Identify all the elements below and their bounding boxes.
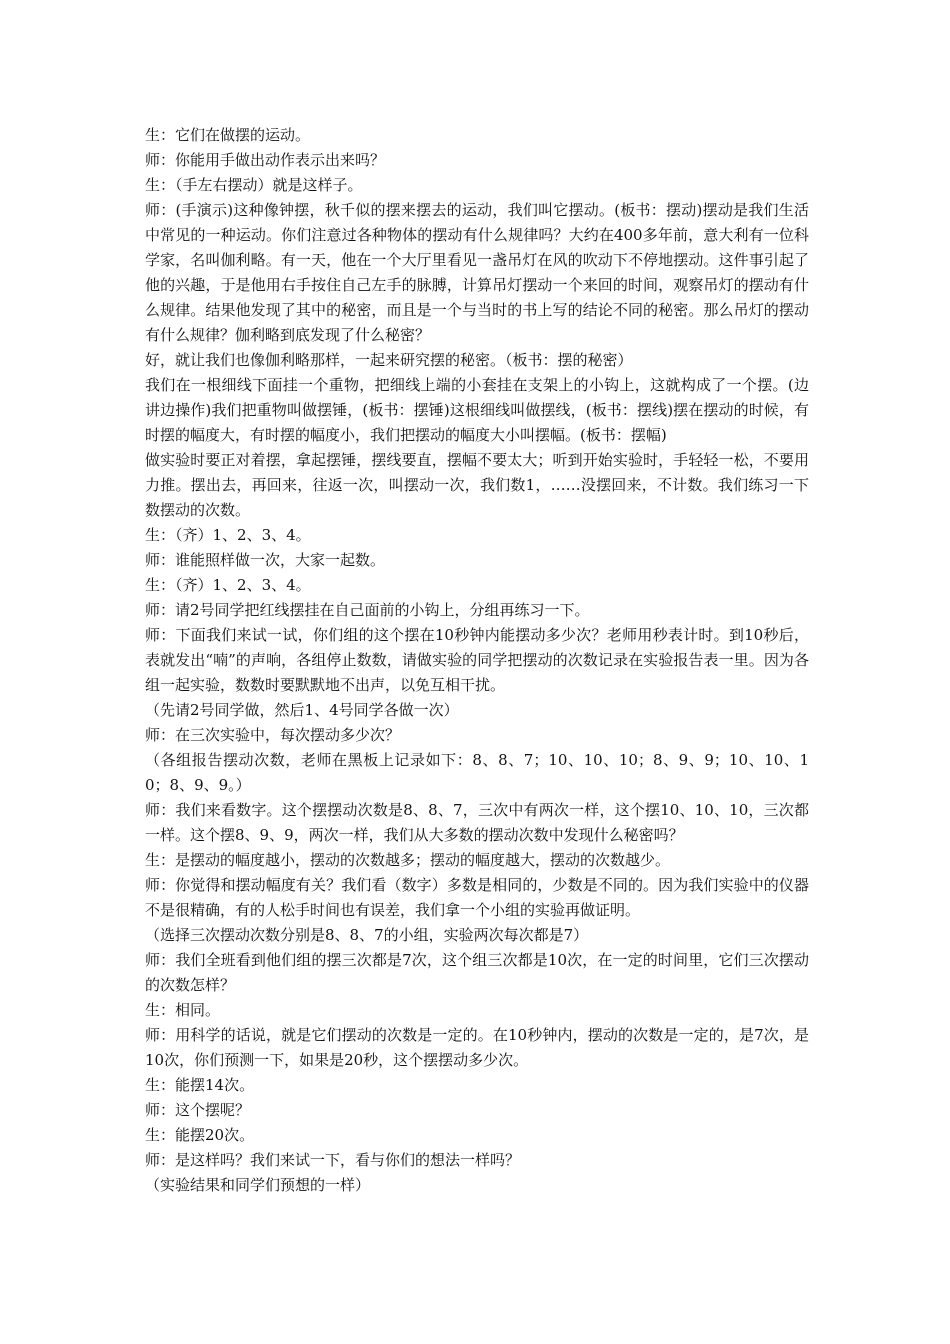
paragraph: 师：(手演示)这种像钟摆，秋千似的摆来摆去的运动，我们叫它摆动。(板书：摆动)摆动是我们生活中常见的一种运动。你们注意过各种物体的摆动有什么规律吗？大约在400多年前，意大利有一位科学家，名叫伽利略。有一天，他在一个大厅里看见一盏吊灯在风的吹动下不停地摆动。这件事引起了他的兴趣，于是他用右手按住自己左手的脉膊，计算吊灯摆动一个来回的时间，观察吊灯的摆动有什么规律。结果他发现了其中的秘密，而且是一个与当时的书上写的结论不同的秘密。那么吊灯的摆动有什么规律？伽利略到底发现了什么秘密？ bbox=[145, 201, 809, 344]
paragraph: 生：是摆动的幅度越小，摆动的次数越多；摆动的幅度越大，摆动的次数越少。 bbox=[145, 851, 671, 869]
paragraph: 师：你觉得和摆动幅度有关？我们看（数字）多数是相同的，少数是不同的。因为我们实验中的仪器不是很精确，有的人松手时间也有误差，我们拿一个小组的实验再做证明。 bbox=[145, 876, 809, 919]
paragraph: （各组报告摆动次数，老师在黑板上记录如下：8、8、7；10、10、10；8、9、9；10、10、10；8、9、9。） bbox=[145, 751, 809, 794]
paragraph: （选择三次摆动次数分别是8、8、7的小组，实验两次每次都是7） bbox=[145, 926, 589, 944]
paragraph: 生：（手左右摆动）就是这样子。 bbox=[145, 176, 363, 194]
paragraph: 好，就让我们也像伽利略那样，一起来研究摆的秘密。（板书：摆的秘密） bbox=[145, 351, 633, 369]
paragraph: （实验结果和同学们预想的一样） bbox=[145, 1176, 371, 1194]
paragraph: 师：这个摆呢？ bbox=[145, 1101, 251, 1119]
paragraph: 师：下面我们来试一试，你们组的这个摆在10秒钟内能摆动多少次？老师用秒表计时。到10秒后，表就发出“喃”的声响，各组停止数数，请做实验的同学把摆动的次数记录在实验报告表一里。因为各组一起实验，数数时要默默地不出声，以免互相干扰。 bbox=[145, 626, 809, 694]
paragraph: 师：我们全班看到他们组的摆三次都是7次，这个组三次都是10次，在一定的时间里，它们三次摆动的次数怎样？ bbox=[145, 951, 809, 994]
paragraph: 师：我们来看数字。这个摆摆动次数是8、8、7，三次中有两次一样，这个摆10、10、10，三次都一样。这个摆8、9、9，两次一样，我们从大多数的摆动次数中发现什么秘密吗？ bbox=[145, 801, 809, 844]
paragraph: 师：是这样吗？我们来试一下，看与你们的想法一样吗？ bbox=[145, 1151, 521, 1169]
paragraph: 师：你能用手做出动作表示出来吗？ bbox=[145, 151, 386, 169]
document-body bbox=[145, 123, 809, 1198]
paragraph: 生：能摆14次。 bbox=[145, 1076, 255, 1094]
paragraph: 生：它们在做摆的运动。 bbox=[145, 126, 311, 144]
paragraph: 生：（齐）1、2、3、4。 bbox=[145, 576, 311, 594]
paragraph: 我们在一根细线下面挂一个重物，把细线上端的小套挂在支架上的小钩上，这就构成了一个摆。(边讲边操作)我们把重物叫做摆锤，(板书：摆锤)这根细线叫做摆线，(板书：摆线)摆在摆动的时候，有时摆的幅度大，有时摆的幅度小，我们把摆动的幅度大小叫摆幅。(板书：摆幅) bbox=[145, 376, 809, 444]
paragraph: 生：（齐）1、2、3、4。 bbox=[145, 526, 311, 544]
paragraph: 师：谁能照样做一次，大家一起数。 bbox=[145, 551, 386, 569]
paragraph: （先请2号同学做，然后1、4号同学各做一次） bbox=[145, 701, 459, 719]
paragraph: 师：请2号同学把红线摆挂在自己面前的小钩上，分组再练习一下。 bbox=[145, 601, 590, 619]
paragraph: 师：在三次实验中，每次摆动多少次？ bbox=[145, 726, 401, 744]
paragraph: 做实验时要正对着摆，拿起摆锤，摆线要直，摆幅不要太大；听到开始实验时，手轻轻一松，不要用力推。摆出去，再回来，往返一次，叫摆动一次，我们数1，……没摆回来，不计数。我们练习一下数摆动的次数。 bbox=[145, 451, 809, 519]
paragraph: 师：用科学的话说，就是它们摆动的次数是一定的。在10秒钟内，摆动的次数是一定的，是7次，是10次，你们预测一下，如果是20秒，这个摆摆动多少次。 bbox=[145, 1026, 809, 1069]
paragraph: 生：相同。 bbox=[145, 1001, 221, 1019]
paragraph: 生：能摆20次。 bbox=[145, 1126, 255, 1144]
